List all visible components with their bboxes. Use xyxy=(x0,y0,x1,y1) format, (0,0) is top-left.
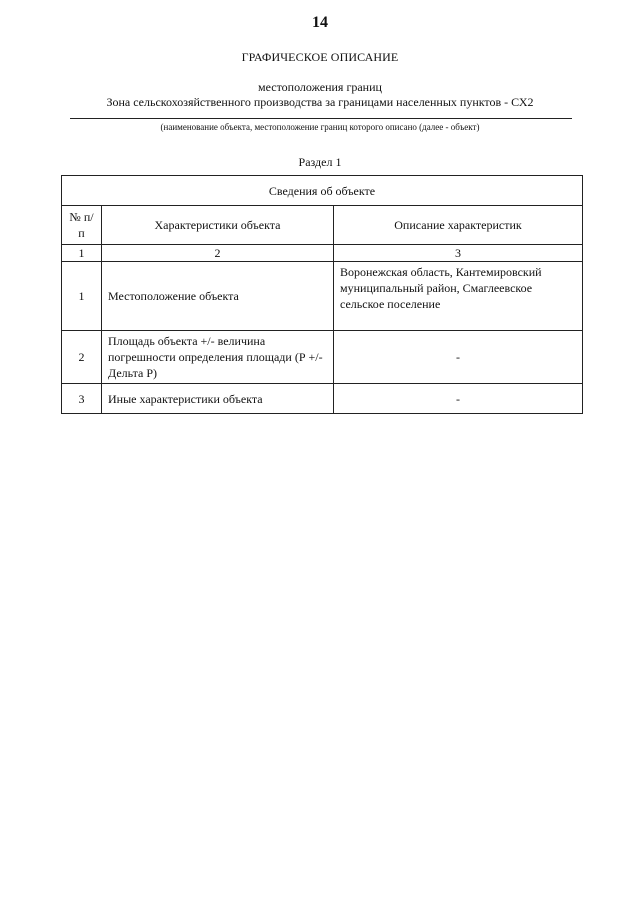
document-title: ГРАФИЧЕСКОЕ ОПИСАНИЕ xyxy=(241,50,399,64)
table-row xyxy=(62,331,583,384)
row-description: - xyxy=(334,331,583,384)
underline-rule xyxy=(70,118,572,119)
row-number: 1 xyxy=(62,262,102,331)
section-heading: Раздел 1 xyxy=(298,155,342,169)
row-characteristic: Иные характеристики объекта xyxy=(102,384,334,414)
row-number: 3 xyxy=(62,384,102,414)
page-number: 14 xyxy=(312,14,328,31)
table-row xyxy=(62,384,583,414)
column-number-1: 1 xyxy=(62,245,102,262)
column-number-3: 3 xyxy=(334,245,583,262)
row-number: 2 xyxy=(62,331,102,384)
table-row xyxy=(62,262,583,331)
row-characteristic: Площадь объекта +/- величина погрешности определения площади (Р +/- Дельта Р) xyxy=(102,331,334,384)
row-characteristic: Местоположение объекта xyxy=(102,262,334,331)
location-line: местоположения границ xyxy=(258,80,382,94)
table-caption: Сведения об объекте xyxy=(62,176,583,206)
header-number: № п/п xyxy=(62,206,102,245)
row-description: - xyxy=(334,384,583,414)
header-characteristics: Характеристики объекта xyxy=(102,206,334,245)
object-name: Зона сельскохозяйственного производства за границами населенных пунктов - СХ2 xyxy=(106,95,534,109)
object-info-table xyxy=(61,175,583,414)
rule-caption: (наименование объекта, местоположение границ которого описано (далее - объект) xyxy=(160,122,480,132)
column-number-2: 2 xyxy=(102,245,334,262)
header-description: Описание характеристик xyxy=(334,206,583,245)
row-description: Воронежская область, Кантемировский муниципальный район, Смаглеевское сельское поселение xyxy=(334,262,583,331)
